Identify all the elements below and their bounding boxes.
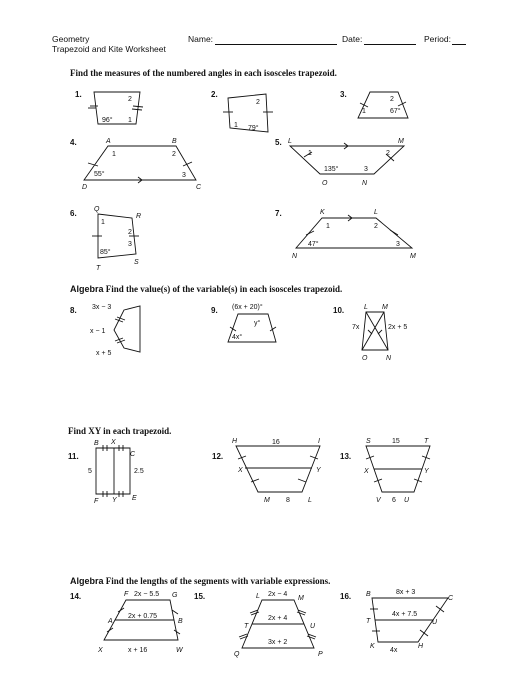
problem-11-number: 11. xyxy=(68,452,79,461)
p15-label-P: P xyxy=(318,651,323,658)
period-blank[interactable] xyxy=(452,44,466,45)
p10-label-M: M xyxy=(382,304,388,311)
p13-label-Y: Y xyxy=(424,468,429,475)
p14-label-F: F xyxy=(124,591,129,598)
problem-4-number: 4. xyxy=(70,138,77,147)
p13-label-T: T xyxy=(424,438,429,445)
p4-label-C: C xyxy=(196,184,202,191)
p5-label-L: L xyxy=(288,138,292,145)
p12-label-I: I xyxy=(318,438,320,445)
p8-expr-bottom: x + 5 xyxy=(96,350,112,357)
p16-label-T: T xyxy=(366,618,371,625)
p14-label-X: X xyxy=(98,647,103,654)
p14-expr-mid: 2x + 0.75 xyxy=(128,613,157,620)
problem-5-figure xyxy=(286,136,416,192)
problem-16-number: 16. xyxy=(340,592,352,601)
p16-label-U: U xyxy=(432,619,438,626)
problem-1-number: 1. xyxy=(75,90,82,99)
p6-given-angle: 85° xyxy=(100,249,111,256)
p15-label-T: T xyxy=(244,623,249,630)
p11-label-B: B xyxy=(94,440,99,447)
p8-expr-top: 3x − 3 xyxy=(92,304,112,311)
p11-label-F: F xyxy=(94,498,99,505)
problem-2-number: 2. xyxy=(211,90,218,99)
p6-label-S: S xyxy=(134,259,139,266)
p11-value-right: 2.5 xyxy=(134,468,144,475)
p16-label-C: C xyxy=(448,595,454,602)
problem-10-number: 10. xyxy=(333,306,345,315)
p5-given-angle: 135° xyxy=(324,166,339,173)
section-4-instructions xyxy=(70,576,330,586)
p5-angle-3: 3 xyxy=(364,166,368,173)
p15-expr-top: 2x − 4 xyxy=(268,591,288,598)
p3-angle-1: 1 xyxy=(362,108,366,115)
p6-label-R: R xyxy=(136,213,142,220)
p6-angle-3: 3 xyxy=(128,241,132,248)
problem-6-number: 6. xyxy=(70,209,77,218)
period-label: Period: xyxy=(424,34,451,44)
p12-label-H: H xyxy=(232,438,238,445)
p7-angle-1: 1 xyxy=(326,223,330,230)
p5-angle-2: 2 xyxy=(386,150,390,157)
problem-9-number: 9. xyxy=(211,306,218,315)
p14-expr-bottom: x + 16 xyxy=(128,647,148,654)
problem-13-number: 13. xyxy=(340,452,352,461)
p2-angle-1: 1 xyxy=(234,122,238,129)
p7-label-M: M xyxy=(410,253,416,260)
p4-given-angle: 55° xyxy=(94,171,105,178)
problem-3-figure xyxy=(356,88,412,124)
p2-angle-2: 2 xyxy=(256,99,260,106)
p13-label-V: V xyxy=(376,497,381,504)
problem-11-figure xyxy=(86,436,152,508)
p6-angle-2: 2 xyxy=(128,229,132,236)
p12-label-X: X xyxy=(238,467,243,474)
p6-label-Q: Q xyxy=(94,206,100,213)
p13-top-length: 15 xyxy=(392,438,400,445)
p6-angle-1: 1 xyxy=(101,219,105,226)
date-label: Date: xyxy=(342,34,363,44)
p10-expr-right: 2x + 5 xyxy=(388,324,408,331)
p16-expr-bottom: 4x xyxy=(390,647,398,654)
problem-14-number: 14. xyxy=(70,592,82,601)
problem-10-figure xyxy=(350,302,420,362)
date-blank[interactable] xyxy=(364,44,416,45)
p5-label-O: O xyxy=(322,180,328,187)
p2-given-angle: 79° xyxy=(248,125,259,132)
p4-label-D: D xyxy=(82,184,88,191)
problem-6-figure xyxy=(84,204,150,270)
p12-label-M: M xyxy=(264,497,270,504)
p12-label-Y: Y xyxy=(316,467,321,474)
p1-angle-2: 2 xyxy=(128,96,132,103)
p14-expr-top: 2x − 5.5 xyxy=(134,591,160,598)
p4-angle-2: 2 xyxy=(172,151,176,158)
p7-angle-3: 3 xyxy=(396,241,400,248)
p16-expr-mid: 4x + 7.5 xyxy=(392,611,418,618)
p3-angle-2: 2 xyxy=(390,96,394,103)
p6-label-T: T xyxy=(96,265,101,272)
name-label: Name: xyxy=(188,34,214,44)
p5-label-N: N xyxy=(362,180,368,187)
section-1-instructions: Find the measures of the numbered angles in each isosceles trapezoid. xyxy=(70,68,337,78)
p15-expr-bottom: 3x + 2 xyxy=(268,639,288,646)
p11-label-Y: Y xyxy=(112,497,117,504)
p4-label-B: B xyxy=(172,138,177,145)
p14-label-B: B xyxy=(178,618,183,625)
p10-expr-left: 7x xyxy=(352,324,360,331)
p5-label-M: M xyxy=(398,138,404,145)
p15-expr-mid: 2x + 4 xyxy=(268,615,288,622)
problem-12-figure xyxy=(230,436,330,508)
problem-5-number: 5. xyxy=(275,138,282,147)
p14-label-W: W xyxy=(176,647,183,654)
p4-angle-1: 1 xyxy=(112,151,116,158)
p11-label-E: E xyxy=(132,495,137,502)
p10-label-L: L xyxy=(364,304,368,311)
p1-given-angle: 96° xyxy=(102,117,113,124)
worksheet-title: Trapezoid and Kite Worksheet xyxy=(52,44,166,54)
section-2-lead: Algebra xyxy=(70,284,104,294)
p8-expr-mid: x − 1 xyxy=(90,328,106,335)
problem-1-figure xyxy=(88,88,148,130)
p16-label-B: B xyxy=(366,591,371,598)
p9-expr-top: (6x + 20)° xyxy=(232,304,263,311)
problem-7-figure xyxy=(290,206,424,264)
p7-label-K: K xyxy=(320,209,325,216)
p4-label-A: A xyxy=(106,138,111,145)
p13-bottom-length: 6 xyxy=(392,497,396,504)
problem-16-figure xyxy=(362,586,462,662)
name-blank[interactable] xyxy=(215,44,337,45)
problem-4-figure xyxy=(80,136,210,192)
problem-3-number: 3. xyxy=(340,90,347,99)
p12-bottom-length: 8 xyxy=(286,497,290,504)
p13-label-S: S xyxy=(366,438,371,445)
p13-label-U: U xyxy=(404,497,410,504)
p3-given-angle: 67° xyxy=(390,108,401,115)
p10-label-O: O xyxy=(362,355,368,362)
p13-label-X: X xyxy=(364,468,369,475)
p12-top-length: 16 xyxy=(272,439,280,446)
p11-value-left: 5 xyxy=(88,468,92,475)
p14-label-G: G xyxy=(172,592,178,599)
problem-12-number: 12. xyxy=(212,452,224,461)
problem-15-number: 15. xyxy=(194,592,206,601)
p15-label-M: M xyxy=(298,595,304,602)
p7-label-N: N xyxy=(292,253,298,260)
course-name: Geometry xyxy=(52,34,90,44)
p7-angle-2: 2 xyxy=(374,223,378,230)
p11-label-C: C xyxy=(130,451,136,458)
p11-label-X: X xyxy=(111,439,116,446)
section-4-lead: Algebra xyxy=(70,576,104,586)
p15-label-L: L xyxy=(256,593,260,600)
section-2-instructions xyxy=(70,284,342,294)
p14-label-A: A xyxy=(108,618,113,625)
p4-angle-3: 3 xyxy=(182,172,186,179)
problem-14-figure xyxy=(96,588,196,660)
section-2-text: Find the value(s) of the variable(s) in each isosceles trapezoid. xyxy=(105,284,343,294)
p16-label-K: K xyxy=(370,643,375,650)
section-3-instructions: Find XY in each trapezoid. xyxy=(68,426,172,436)
p16-expr-top: 8x + 3 xyxy=(396,589,416,596)
p7-given-angle: 47° xyxy=(308,241,319,248)
problem-15-figure xyxy=(232,586,328,662)
p12-label-L: L xyxy=(308,497,312,504)
p10-label-N: N xyxy=(386,355,392,362)
section-4-text: Find the lengths of the segments with variable expressions. xyxy=(105,576,331,586)
p9-expr-bottom: 4x° xyxy=(232,334,243,341)
p15-label-Q: Q xyxy=(234,651,240,658)
p9-expr-y: y° xyxy=(254,320,261,327)
p7-label-L: L xyxy=(374,209,378,216)
p1-angle-1: 1 xyxy=(128,117,132,124)
problem-9-figure xyxy=(224,300,284,350)
problem-8-figure xyxy=(84,300,144,362)
p5-angle-1: 1 xyxy=(308,150,312,157)
problem-13-figure xyxy=(362,436,436,508)
problem-2-figure xyxy=(222,90,272,136)
problem-8-number: 8. xyxy=(70,306,77,315)
problem-7-number: 7. xyxy=(275,209,282,218)
p15-label-U: U xyxy=(310,623,316,630)
p16-label-H: H xyxy=(418,643,424,650)
